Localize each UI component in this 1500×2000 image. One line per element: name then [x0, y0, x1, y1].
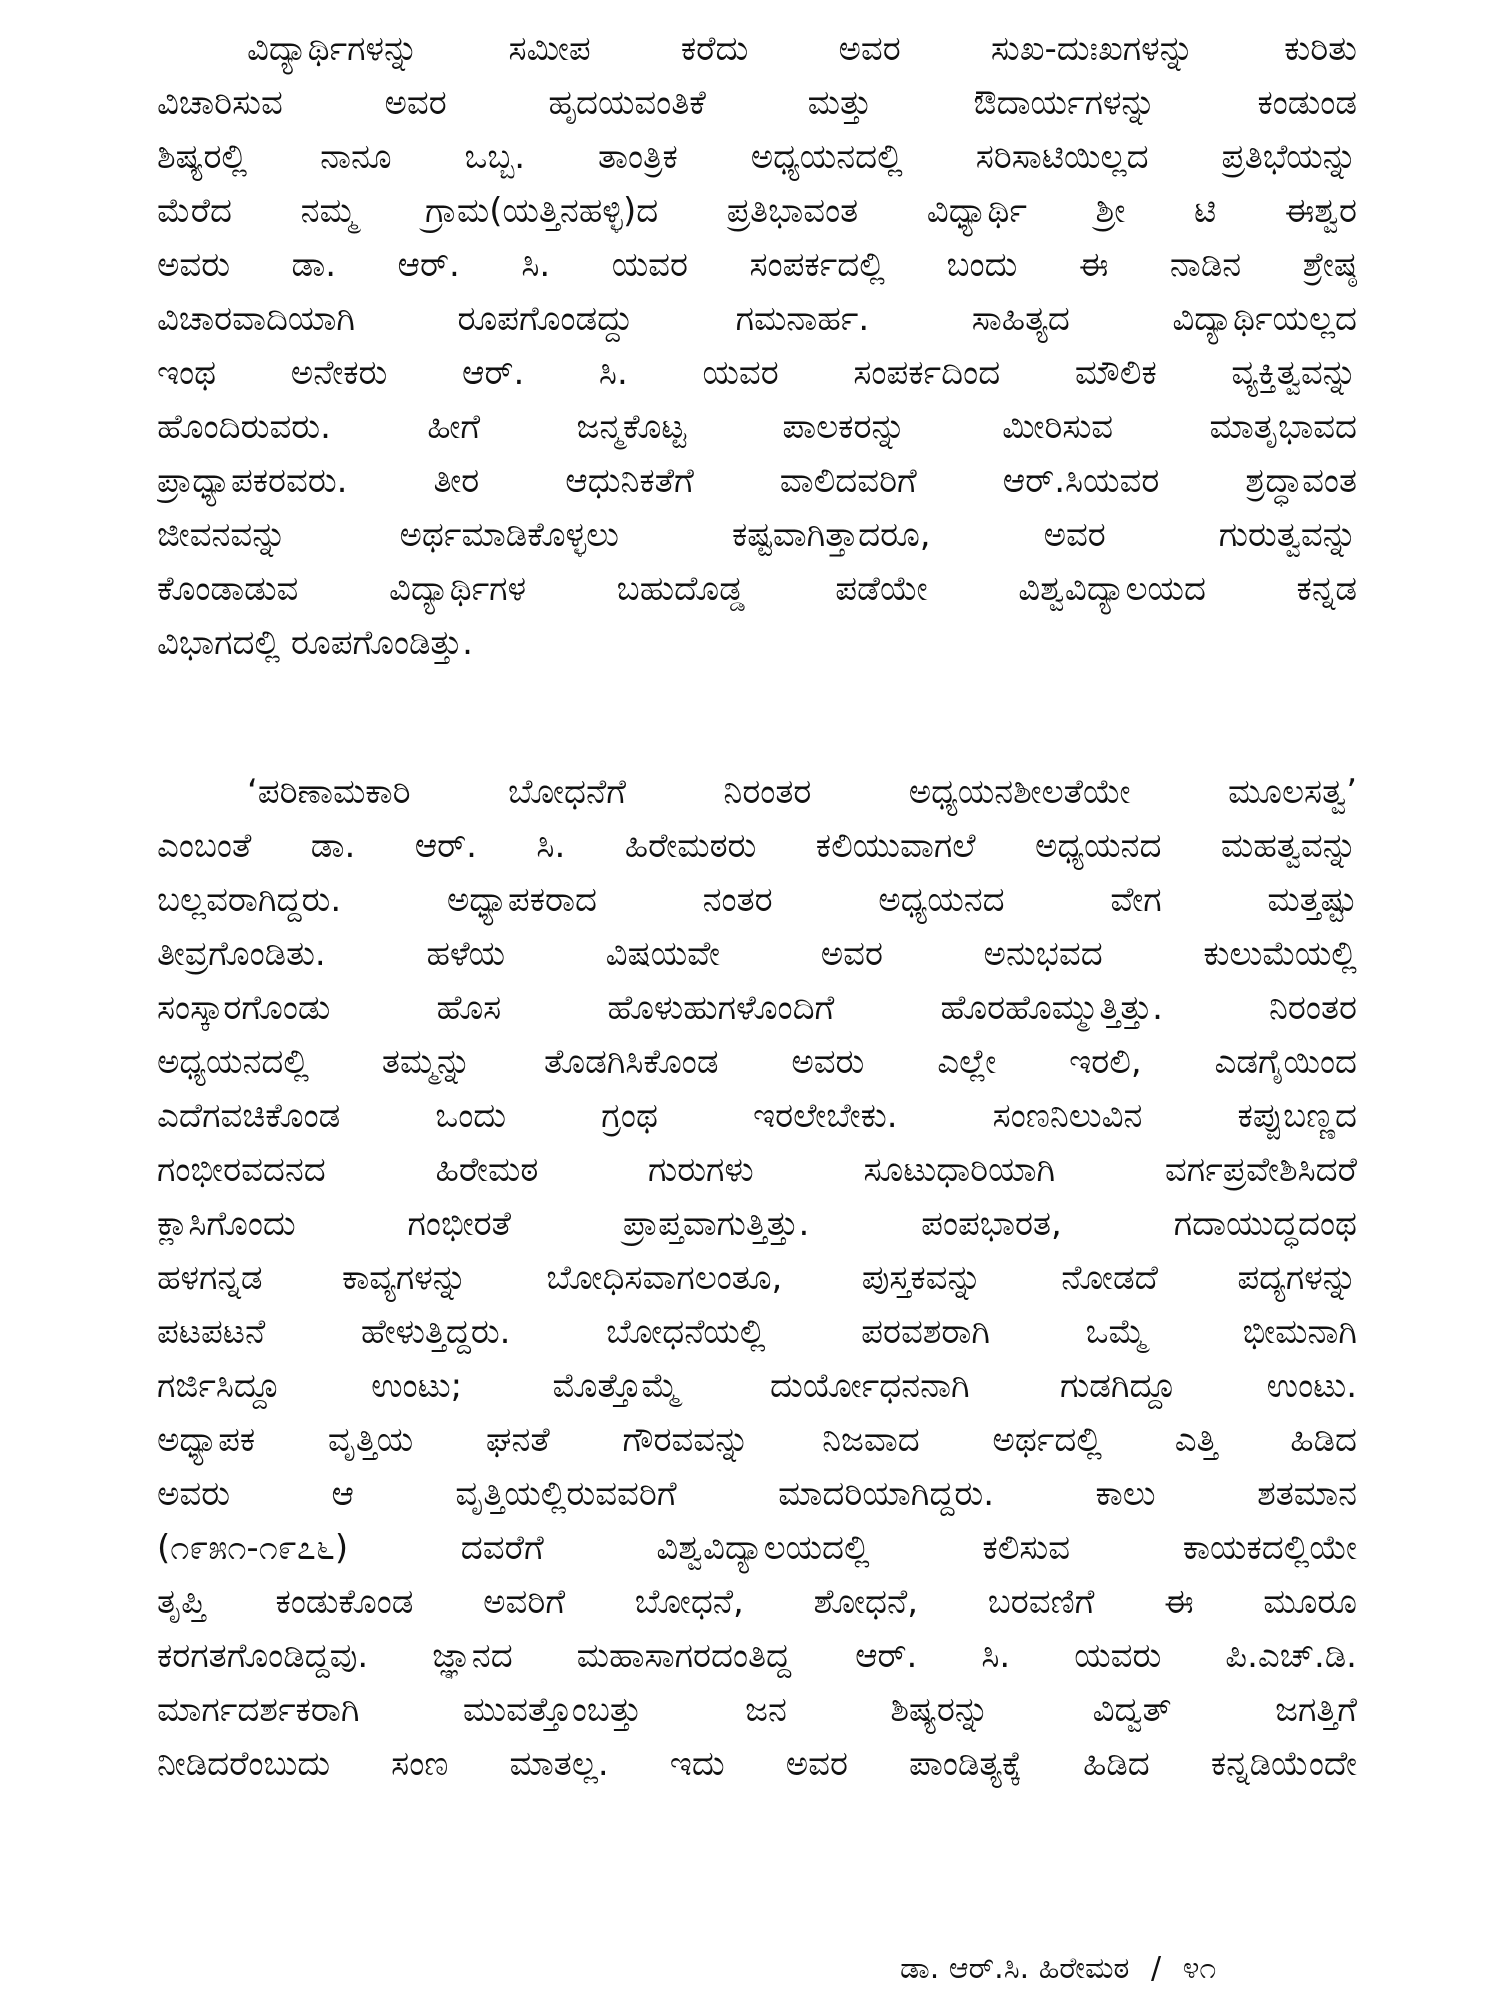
paragraph-line: ವಿದ್ಯಾರ್ಥಿಗಳನ್ನು ಸಮೀಪ ಕರೆದು ಅವರ ಸುಖ-ದುಃಖಗಳನ್ನು ಕುರಿತು: [247, 29, 1357, 69]
paragraph-line: ಕೊಂಡಾಡುವ ವಿದ್ಯಾರ್ಥಿಗಳ ಬಹುದೊಡ್ಡ ಪಡೆಯೇ ವಿಶ್ವವಿದ್ಯಾಲಯದ ಕನ್ನಡ: [157, 569, 1357, 609]
paragraph-2: [157, 765, 1357, 1791]
paragraph-line: ಕರಗತಗೊಂಡಿದ್ದವು. ಜ್ಞಾನದ ಮಹಾಸಾಗರದಂತಿದ್ದ ಆರ್. ಸಿ. ಯವರು ಪಿ.ಎಚ್.ಡಿ.: [157, 1636, 1357, 1676]
page-number: ೪೧: [1182, 1951, 1217, 1986]
paragraph-line: ಅಧ್ಯಯನದಲ್ಲಿ ತಮ್ಮನ್ನು ತೊಡಗಿಸಿಕೊಂಡ ಅವರು ಎಲ್ಲೇ ಇರಲಿ, ಎಡಗೈಯಿಂದ: [157, 1042, 1357, 1082]
footer-author: ಡಾ. ಆರ್.ಸಿ. ಹಿರೇಮಠ: [900, 1951, 1130, 1986]
paragraph-line: ಮಾರ್ಗದರ್ಶಕರಾಗಿ ಮುವತ್ತೊಂಬತ್ತು ಜನ ಶಿಷ್ಯರನ್ನು ವಿದ್ವತ್ ಜಗತ್ತಿಗೆ: [157, 1690, 1357, 1730]
paragraph-line: ಇಂಥ ಅನೇಕರು ಆರ್. ಸಿ. ಯವರ ಸಂಪರ್ಕದಿಂದ ಮೌಲಿಕ ವ್ಯಕ್ತಿತ್ವವನ್ನು: [157, 353, 1357, 393]
paragraph-line: ವಿಭಾಗದಲ್ಲಿ ರೂಪಗೊಂಡಿತ್ತು.: [157, 623, 473, 663]
paragraph-line: ಎಂಬಂತೆ ಡಾ. ಆರ್. ಸಿ. ಹಿರೇಮಠರು ಕಲಿಯುವಾಗಲೆ ಅಧ್ಯಯನದ ಮಹತ್ವವನ್ನು: [157, 826, 1357, 866]
paragraph-line: ತೃಪ್ತಿ ಕಂಡುಕೊಂಡ ಅವರಿಗೆ ಬೋಧನೆ, ಶೋಧನೆ, ಬರವಣಿಗೆ ಈ ಮೂರೂ: [157, 1582, 1357, 1622]
paragraph-line: ಅವರು ಡಾ. ಆರ್. ಸಿ. ಯವರ ಸಂಪರ್ಕದಲ್ಲಿ ಬಂದು ಈ ನಾಡಿನ ಶ್ರೇಷ್ಠ: [157, 245, 1357, 285]
paragraph-line: ಪ್ರಾಧ್ಯಾಪಕರವರು. ತೀರ ಆಧುನಿಕತೆಗೆ ವಾಲಿದವರಿಗೆ ಆರ್.ಸಿಯವರ ಶ್ರದ್ಧಾವಂತ: [157, 461, 1357, 501]
paragraph-line: ಜೀವನವನ್ನು ಅರ್ಥಮಾಡಿಕೊಳ್ಳಲು ಕಷ್ಟವಾಗಿತ್ತಾದರೂ, ಅವರ ಗುರುತ್ವವನ್ನು: [157, 515, 1357, 555]
paragraph-line: ಕ್ಲಾಸಿಗೊಂದು ಗಂಭೀರತೆ ಪ್ರಾಪ್ತವಾಗುತ್ತಿತ್ತು. ಪಂಪಭಾರತ, ಗದಾಯುದ್ಧದಂಥ: [157, 1204, 1357, 1244]
paragraph-line: ಗರ್ಜಿಸಿದ್ದೂ ಉಂಟು; ಮೊತ್ತೊಮ್ಮೆ ದುರ್ಯೋಧನನಾಗಿ ಗುಡಗಿದ್ದೂ ಉಂಟು.: [157, 1366, 1357, 1406]
paragraph-line: ಮೆರೆದ ನಮ್ಮ ಗ್ರಾಮ(ಯತ್ತಿನಹಳ್ಳಿ)ದ ಪ್ರತಿಭಾವಂತ ವಿಧ್ಯಾರ್ಥಿ ಶ್ರೀ ಟಿ ಈಶ್ವರ: [157, 191, 1357, 231]
paragraph-line: ಶಿಷ್ಯರಲ್ಲಿ ನಾನೂ ಒಬ್ಬ. ತಾಂತ್ರಿಕ ಅಧ್ಯಯನದಲ್ಲಿ ಸರಿಸಾಟಿಯಿಲ್ಲದ ಪ್ರತಿಭೆಯನ್ನು: [157, 137, 1357, 177]
paragraph-line: ಬಲ್ಲವರಾಗಿದ್ದರು. ಅಧ್ಯಾಪಕರಾದ ನಂತರ ಅಧ್ಯಯನದ ವೇಗ ಮತ್ತಷ್ಟು: [157, 880, 1357, 920]
footer-separator: /: [1150, 1951, 1162, 1986]
paragraph-line: ಗಂಭೀರವದನದ ಹಿರೇಮಠ ಗುರುಗಳು ಸೂಟುಧಾರಿಯಾಗಿ ವರ್ಗಪ್ರವೇಶಿಸಿದರೆ: [157, 1150, 1357, 1190]
paragraph-line: ಹಳಗನ್ನಡ ಕಾವ್ಯಗಳನ್ನು ಬೋಧಿಸವಾಗಲಂತೂ, ಪುಸ್ತಕವನ್ನು ನೋಡದೆ ಪದ್ಯಗಳನ್ನು: [157, 1258, 1357, 1298]
paragraph-line: ವಿಚಾರವಾದಿಯಾಗಿ ರೂಪಗೊಂಡದ್ದು ಗಮನಾರ್ಹ. ಸಾಹಿತ್ಯದ ವಿದ್ಯಾರ್ಥಿಯಲ್ಲದ: [157, 299, 1357, 339]
paragraph-line: ಎದೆಗವಚಿಕೊಂಡ ಒಂದು ಗ್ರಂಥ ಇರಲೇಬೇಕು. ಸಂಣನಿಲುವಿನ ಕಪ್ಪುಬಣ್ಣದ: [157, 1096, 1357, 1136]
paragraph-line: ಹೊಂದಿರುವರು. ಹೀಗೆ ಜನ್ಮಕೊಟ್ಟ ಪಾಲಕರನ್ನು ಮೀರಿಸುವ ಮಾತೃಭಾವದ: [157, 407, 1357, 447]
paragraph-line: (೧೯೫೧-೧೯೭೬) ದವರೆಗೆ ವಿಶ್ವವಿದ್ಯಾಲಯದಲ್ಲಿ ಕಲಿಸುವ ಕಾಯಕದಲ್ಲಿಯೇ: [157, 1528, 1357, 1568]
paragraph-line: ಅವರು ಆ ವೃತ್ತಿಯಲ್ಲಿರುವವರಿಗೆ ಮಾದರಿಯಾಗಿದ್ದರು. ಕಾಲು ಶತಮಾನ: [157, 1474, 1357, 1514]
paragraph-line: ಸಂಸ್ಕಾರಗೊಂಡು ಹೊಸ ಹೊಳುಹುಗಳೊಂದಿಗೆ ಹೊರಹೊಮ್ಮುತ್ತಿತ್ತು. ನಿರಂತರ: [157, 988, 1357, 1028]
paragraph-line: ವಿಚಾರಿಸುವ ಅವರ ಹೃದಯವಂತಿಕೆ ಮತ್ತು ಔದಾರ್ಯಗಳನ್ನು ಕಂಡುಂಡ: [157, 83, 1357, 123]
paragraph-line: ಅಧ್ಯಾಪಕ ವೃತ್ತಿಯ ಘನತೆ ಗೌರವವನ್ನು ನಿಜವಾದ ಅರ್ಥದಲ್ಲಿ ಎತ್ತಿ ಹಿಡಿದ: [157, 1420, 1357, 1460]
paragraph-line: ತೀವ್ರಗೊಂಡಿತು. ಹಳೆಯ ವಿಷಯವೇ ಅವರ ಅನುಭವದ ಕುಲುಮೆಯಲ್ಲಿ: [157, 934, 1357, 974]
paragraph-1: [157, 22, 1357, 670]
paragraph-line: ‘ಪರಿಣಾಮಕಾರಿ ಬೋಧನೆಗೆ ನಿರಂತರ ಅಧ್ಯಯನಶೀಲತೆಯೇ ಮೂಲಸತ್ವ’: [247, 772, 1357, 812]
paragraph-line: ನೀಡಿದರೆಂಬುದು ಸಂಣ ಮಾತಲ್ಲ. ಇದು ಅವರ ಪಾಂಡಿತ್ಯಕ್ಕೆ ಹಿಡಿದ ಕನ್ನಡಿಯೆಂದೇ: [157, 1744, 1357, 1784]
page-footer: [900, 1947, 1216, 1991]
paragraph-line: ಪಟಪಟನೆ ಹೇಳುತ್ತಿದ್ದರು. ಬೋಧನೆಯಲ್ಲಿ ಪರವಶರಾಗಿ ಒಮ್ಮೆ ಭೀಮನಾಗಿ: [157, 1312, 1357, 1352]
